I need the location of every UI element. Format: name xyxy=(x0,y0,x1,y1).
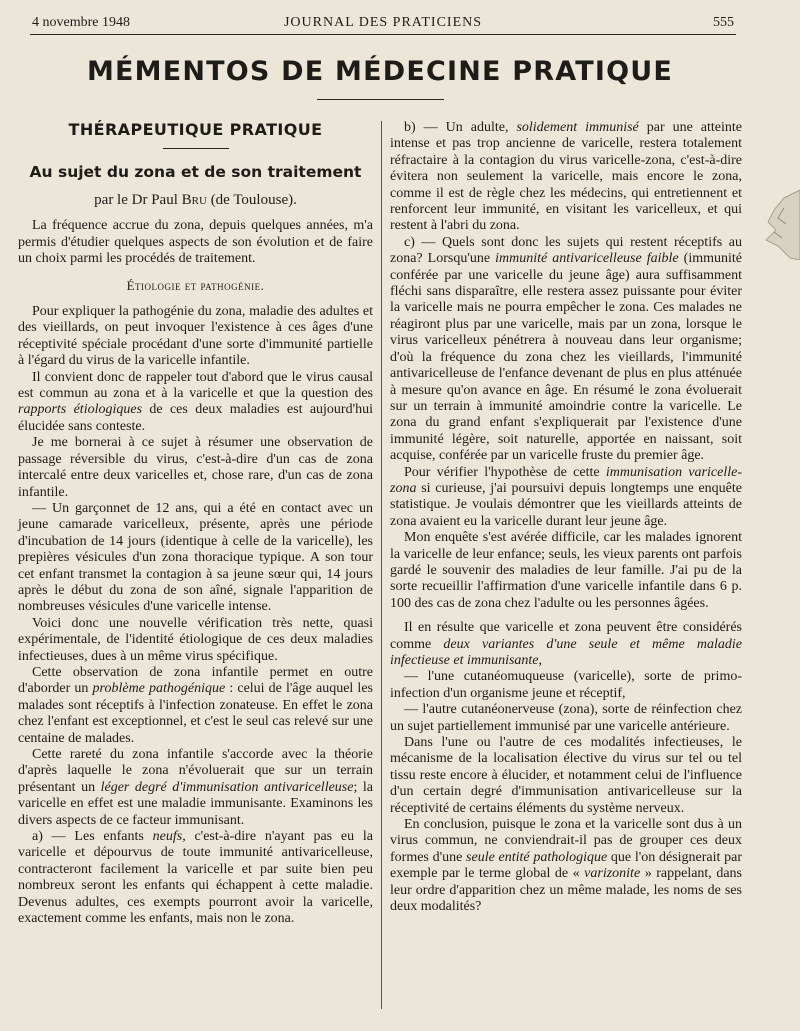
paragraph: Voici donc une nouvelle vérification très nette, quasi expérimentale, de l'identité étiologique de ces deux maladies infectieuses, dues à un même virus spécifique. xyxy=(18,615,373,664)
paragraph: c) — Quels sont donc les sujets qui restent réceptifs au zona? Lorsqu'une immunité antivaricelleuse faible (immunité conférée par une varicelle du jeune âge) aura suffisamment fléchi sans disparaître, elle restera assez puissante pour éviter la varicelle mais ne pourra empêcher le zona. Ces malades ne réagiront plus par une varicelle, mais par un zona, lorsque le virus varicelleux pénétrera à nouveau dans leur organisme; d'où la fréquence du zona chez les vieillards, l'immunité antivaricelleuse de l'enfance devenant de plus en plus atténuée à mesure qu'on avance en âge. En résumé le zona évoluerait sur un terrain à immunité amoindrie contre la varicelle. Le zona du grand enfant s'expliquerait par l'existence d'une immunité légère, soit naturelle, apportée en naissant, soit acquise, conférée par un varicelle fruste du premier âge. xyxy=(390,234,743,464)
header-date: 4 novembre 1948 xyxy=(32,15,130,30)
paper-damage-mark xyxy=(744,180,800,260)
header-journal-name: JOURNAL DES PRATICIENS xyxy=(283,15,483,30)
paragraph: — Un garçonnet de 12 ans, qui a été en contact avec un jeune camarade varicelleux, présente, après une période d'incubation de 14 jours (identique à celle de la varicelle), les prepières vésicules d'un zona thoracique typique. A son tour cet enfant transmet la contagion à sa jeune sœur qui, 14 jours après le début du zona de son aîné, signale l'apparition de nombreuses vésicules d'une varicelle intense. xyxy=(18,500,373,615)
paragraph: Cette rareté du zona infantile s'accorde avec la théorie d'après laquelle le zona n'évoluerait que sur un terrain présentant un léger degré d'immunisation antivaricelleuse; la varicelle en effet est une maladie immunisante. Examinons les divers aspects de ce facteur immunisant. xyxy=(18,747,373,828)
paragraph: Mon enquête s'est avérée difficile, car les malades ignorent la varicelle de leur enfance; seuls, les vieux parents ont parfois gardé le souvenir des maladies de leur famille. J'ai pu de la sorte recueillir l'affirmation d'une varicelle infantile dans 6 p. 100 des cas de zona chez l'adulte ou les personnes âgées. xyxy=(390,530,742,611)
section-title: MÉMENTOS DE MÉDECINE PRATIQUE xyxy=(86,56,674,87)
column-divider xyxy=(381,121,382,1009)
header-page-number: 555 xyxy=(713,15,734,30)
left-column xyxy=(18,120,373,927)
rubric-heading: THÉRAPEUTIQUE PRATIQUE xyxy=(68,120,323,139)
title-rule xyxy=(317,99,444,100)
paragraph: Pour expliquer la pathogénie du zona, maladie des adultes et des vieillards, on peut invoquer l'existence à ces âges d'une réceptivité spéciale procédant d'une sorte d'immunité partielle à l'égard du virus de la varicelle infantile. xyxy=(18,304,373,369)
paragraph: Je me bornerai à ce sujet à résumer une observation de passage réversible du virus, c'est-à-dire d'un cas de zona intercalé entre deux varicelles et, chose rare, d'un cas de zona infantile. xyxy=(18,435,373,500)
paragraph: Pour vérifier l'hypothèse de cette immunisation varicelle-zona si curieuse, j'ai poursuivi depuis longtemps une enquête statistique. Je voulais démontrer que les vieillards atteints de zona avaient eu la varicelle durant leur jeune âge. xyxy=(390,464,742,529)
paragraph: — l'une cutanéomuqueuse (varicelle), sorte de primo-infection d'un organisme jeune et réceptif, xyxy=(390,669,742,701)
author-name: Bru xyxy=(181,192,207,208)
paragraph: a) — Les enfants neufs, c'est-à-dire n'ayant pas eu la varicelle et dépourvus de toute immunité antivaricelleuse, contracteront facilement la varicelle et par suite bien peu nombreux seront les enfants qui échappent à cette maladie. Devenus adultes, ces exempts pourront avoir la varicelle, exactement comme les enfants, mais non le zona. xyxy=(18,829,373,927)
paragraph: En conclusion, puisque le zona et la varicelle sont dus à un virus commun, ne conviendrait-il pas de grouper ces deux formes d'une seule entité pathologique que l'on désignerait par exemple par le terme global de « varizonite » rappelant, dans leur ordre d'apparition chez un même malade, les noms de ses deux modalités? xyxy=(390,817,742,915)
paragraph: — l'autre cutanéonerveuse (zona), sorte de réinfection chez un sujet partiellement immunisé par une varicelle antérieure. xyxy=(390,702,742,734)
right-column xyxy=(390,120,742,916)
paragraph: Cette observation de zona infantile permet en outre d'aborder un problème pathogénique : celui de l'âge auquel les malades sont réceptifs à l'infection zonateuse. En effet le zona chez l'enfant est exceptionnel, et c'est le seul cas relevé sur une centaine de malades. xyxy=(18,664,373,746)
paragraph: Dans l'une ou l'autre de ces modalités infectieuses, le mécanisme de la localisation élective du virus sur tel ou tel tissu reste encore à élucider, et notamment celui de l'influence d'un certain degré d'immunisation antivaricelleuse sur la réceptivité de certains éléments du système nerveux. xyxy=(390,735,742,816)
intro-paragraph: La fréquence accrue du zona, depuis quelques années, m'a permis d'étudier quelques aspects de son évolution et de faire un choix parmi les procédés de traitement. xyxy=(18,218,373,267)
rubric-rule xyxy=(163,148,229,149)
byline-prefix: par le Dr Paul xyxy=(94,192,182,208)
byline xyxy=(18,192,373,208)
running-header xyxy=(30,10,736,35)
paragraph: Il en résulte que varicelle et zona peuvent être considérés comme deux variantes d'une seule et même maladie infectieuse et immunisante, xyxy=(390,620,742,668)
subheading: Étiologie et pathogénie. xyxy=(126,277,265,293)
paragraph: b) — Un adulte, solidement immunisé par une atteinte intense et pas trop ancienne de varicelle, restera totalement réfractaire à la contagion du virus varicelle-zona, c'est-à-dire évitera non seulement la varicelle, mais encore le zona, comme il est de règle chez les médecins, qui entretiennent et renforcent leur immunité, en visitant les varicelleux, et qui restent à l'abri du zona. xyxy=(390,120,742,234)
byline-suffix: (de Toulouse). xyxy=(206,192,297,208)
article-title: Au sujet du zona et de son traitement xyxy=(29,163,362,181)
paragraph: Il convient donc de rappeler tout d'abord que le virus causal est commun au zona et à la varicelle et que la question des rapports étiologiques de ces deux maladies est aujourd'hui élucidée sans conteste. xyxy=(18,369,373,434)
